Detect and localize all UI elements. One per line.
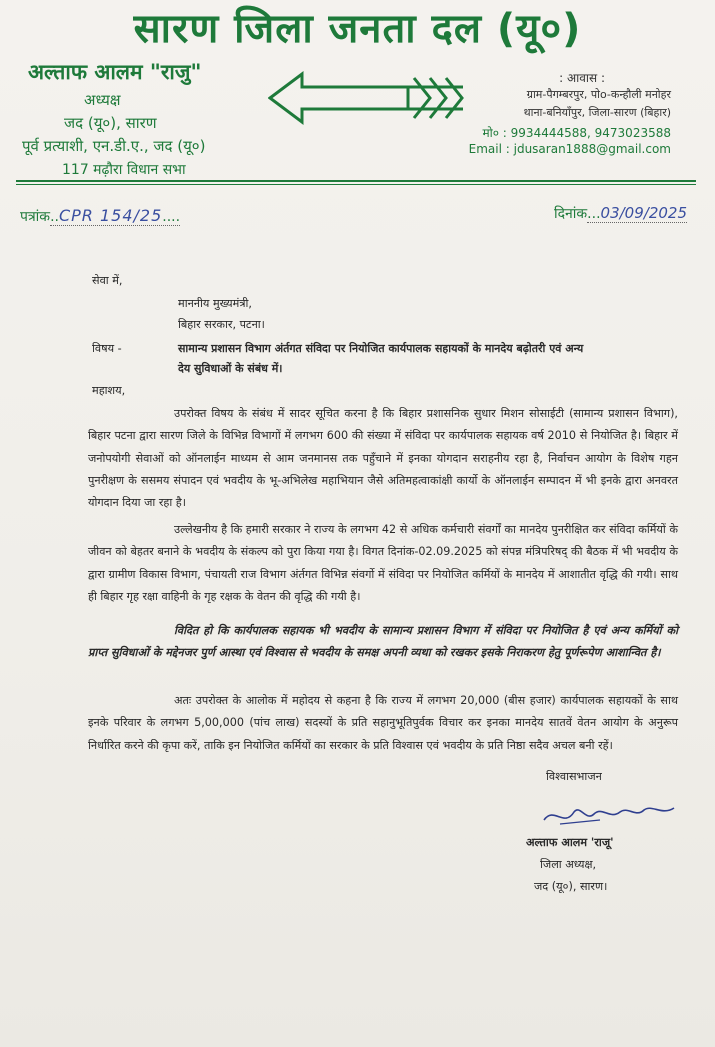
subject-label: विषय - [92,342,122,355]
letterhead-party: जद (यू०), सारण [64,114,157,132]
letterhead-title: सारण जिला जनता दल (यू०) [133,6,582,52]
letterhead-former: पूर्व प्रत्याशी, एन.डी.ए., जद (यू०) [22,137,206,155]
date-label: दिनांक [553,206,588,222]
address-line1: ग्राम-पैगम्बरपुर, पोo-कन्हौली मनोहर [526,88,671,101]
header-divider-thin [16,184,696,185]
date-value: 03/09/2025 [600,204,687,222]
reference-value: CPR 154/25 [58,206,163,225]
paragraph-4-text: अतः उपरोक्त के आलोक में महोदय से कहना है कि राज्य में लगभग 20,000 (बीस हजार) कार्यपालक सहायकों के साथ इनके परिवार के लगभग 5,00,000 (पांच लाख) सदस्यों के प्रति सहानुभूतिपुर्वक विचार कर इनका मानदेय सातवें वेतन आयोग के अनुरूप निर्धारित करने की कृपा करें, ताकि इन नियोजित कर्मियों का सरकार के प्रति विश्वास एवं भवदीय के प्रति निष्ठा सदैव अचल बनी रहें। [88,694,678,752]
signatory-party: जद (यू०), सारण। [534,880,608,893]
paragraph-2 [88,519,678,608]
salutation: सेवा में, [92,274,123,287]
phone-numbers: मो० : 9934444588, 9473023588 [482,126,671,140]
signature-scribble [540,798,680,834]
address-line2: थाना-बनियाँपुर, जिला-सारण (बिहार) [523,106,671,119]
arrow-icon [268,70,468,126]
paragraph-1 [88,403,678,514]
letterhead-constituency: 117 मढ़ौरा विधान सभा [62,162,186,178]
recipient-line2: बिहार सरकार, पटना। [178,318,265,331]
reference-number: पत्रांक..CPR 154/25.... [20,206,181,225]
paragraph-3 [88,620,678,665]
letterhead-position: अध्यक्ष [84,91,121,109]
address-label: : आवास : [559,71,605,85]
letterhead-name: अल्ताफ आलम "राजु" [28,60,202,84]
paragraph-1-text: उपरोक्त विषय के संबंध में सादर सूचित करना है कि बिहार प्रशासनिक सुधार मिशन सोसाईटी (सामान्य प्रशासन विभाग), बिहार पटना द्वारा सारण जिले के विभिन्न विभागों में लगभग 600 की संख्या में संविदा पर कार्यपालक सहायक वर्ष 2010 से नियोजित है। बिहार में जनोपयोगी सेवाओं को ऑनलाईन माध्यम से आम जनमानस तक पहुँचाने में इनका योगदान सराहनीय रहा है, निर्वाचन आयोग के विशेष गहन पुनरीक्षण के ससमय संपादन एवं भवदीय के भू-अभिलेख महाभियान जैसे अतिमहत्वाकांक्षी कार्यो के ऑनलाईन सम्पादन में भी इनके द्वारा अनवरत योगदान दिया जा रहा है। [88,407,678,510]
email-address: Email : jdusaran1888@gmail.com [468,142,671,156]
signatory-name: अल्ताफ आलम 'राजू' [526,836,614,849]
recipient-line1: माननीय मुख्यमंत्री, [178,297,252,310]
letter-date: दिनांक...03/09/2025 [553,204,687,222]
closing: विश्वासभाजन [546,770,602,783]
reference-label: पत्रांक [20,209,51,225]
subject-line2: देय सुविधाओं के संबंध में। [178,362,283,375]
header-divider [16,180,696,182]
signatory-title: जिला अध्यक्ष, [540,858,597,871]
subject-line1: सामान्य प्रशासन विभाग अंर्तगत संविदा पर नियोजित कार्यपालक सहायकों के मानदेय बढ़ोतरी एवं अन्य [178,342,584,355]
paragraph-2-text: उल्लेखनीय है कि हमारी सरकार ने राज्य के लगभग 42 से अधिक कर्मचारी संवर्गों का मानदेय पुनरीक्षित कर संविदा कर्मियों के जीवन को बेहतर बनाने के भवदीय के संकल्प को पुरा किया गया है। विगत दिनांक-02.09.2025 को संपन्न मंत्रिपरिषद् की बैठक में भी भवदीय के द्वारा ग्रामीण विकास विभाग, पंचायती राज विभाग अंर्तगत विभिन्न संवर्गो में संविदा पर नियोजित कर्मियों के मानदेय में आशातीत वृद्धि की गयी। साथ ही बिहार गृह रक्षा वाहिनी के गृह रक्षक के वेतन की वृद्धि की गयी है। [88,523,678,603]
paragraph-3-text: विदित हो कि कार्यपालक सहायक भी भवदीय के सामान्य प्रशासन विभाग में संविदा पर नियोजित है एवं अन्य कर्मियों को प्राप्त सुविधाओं के मद्देनजर पुर्ण आस्था एवं विश्वास से भवदीय के समक्ष अपनी व्यथा को रखकर इसके निराकरण हेतु पूर्णरूपेण आशान्वित है। [88,624,678,660]
greeting: महाशय, [92,384,126,397]
paragraph-4 [88,690,678,757]
